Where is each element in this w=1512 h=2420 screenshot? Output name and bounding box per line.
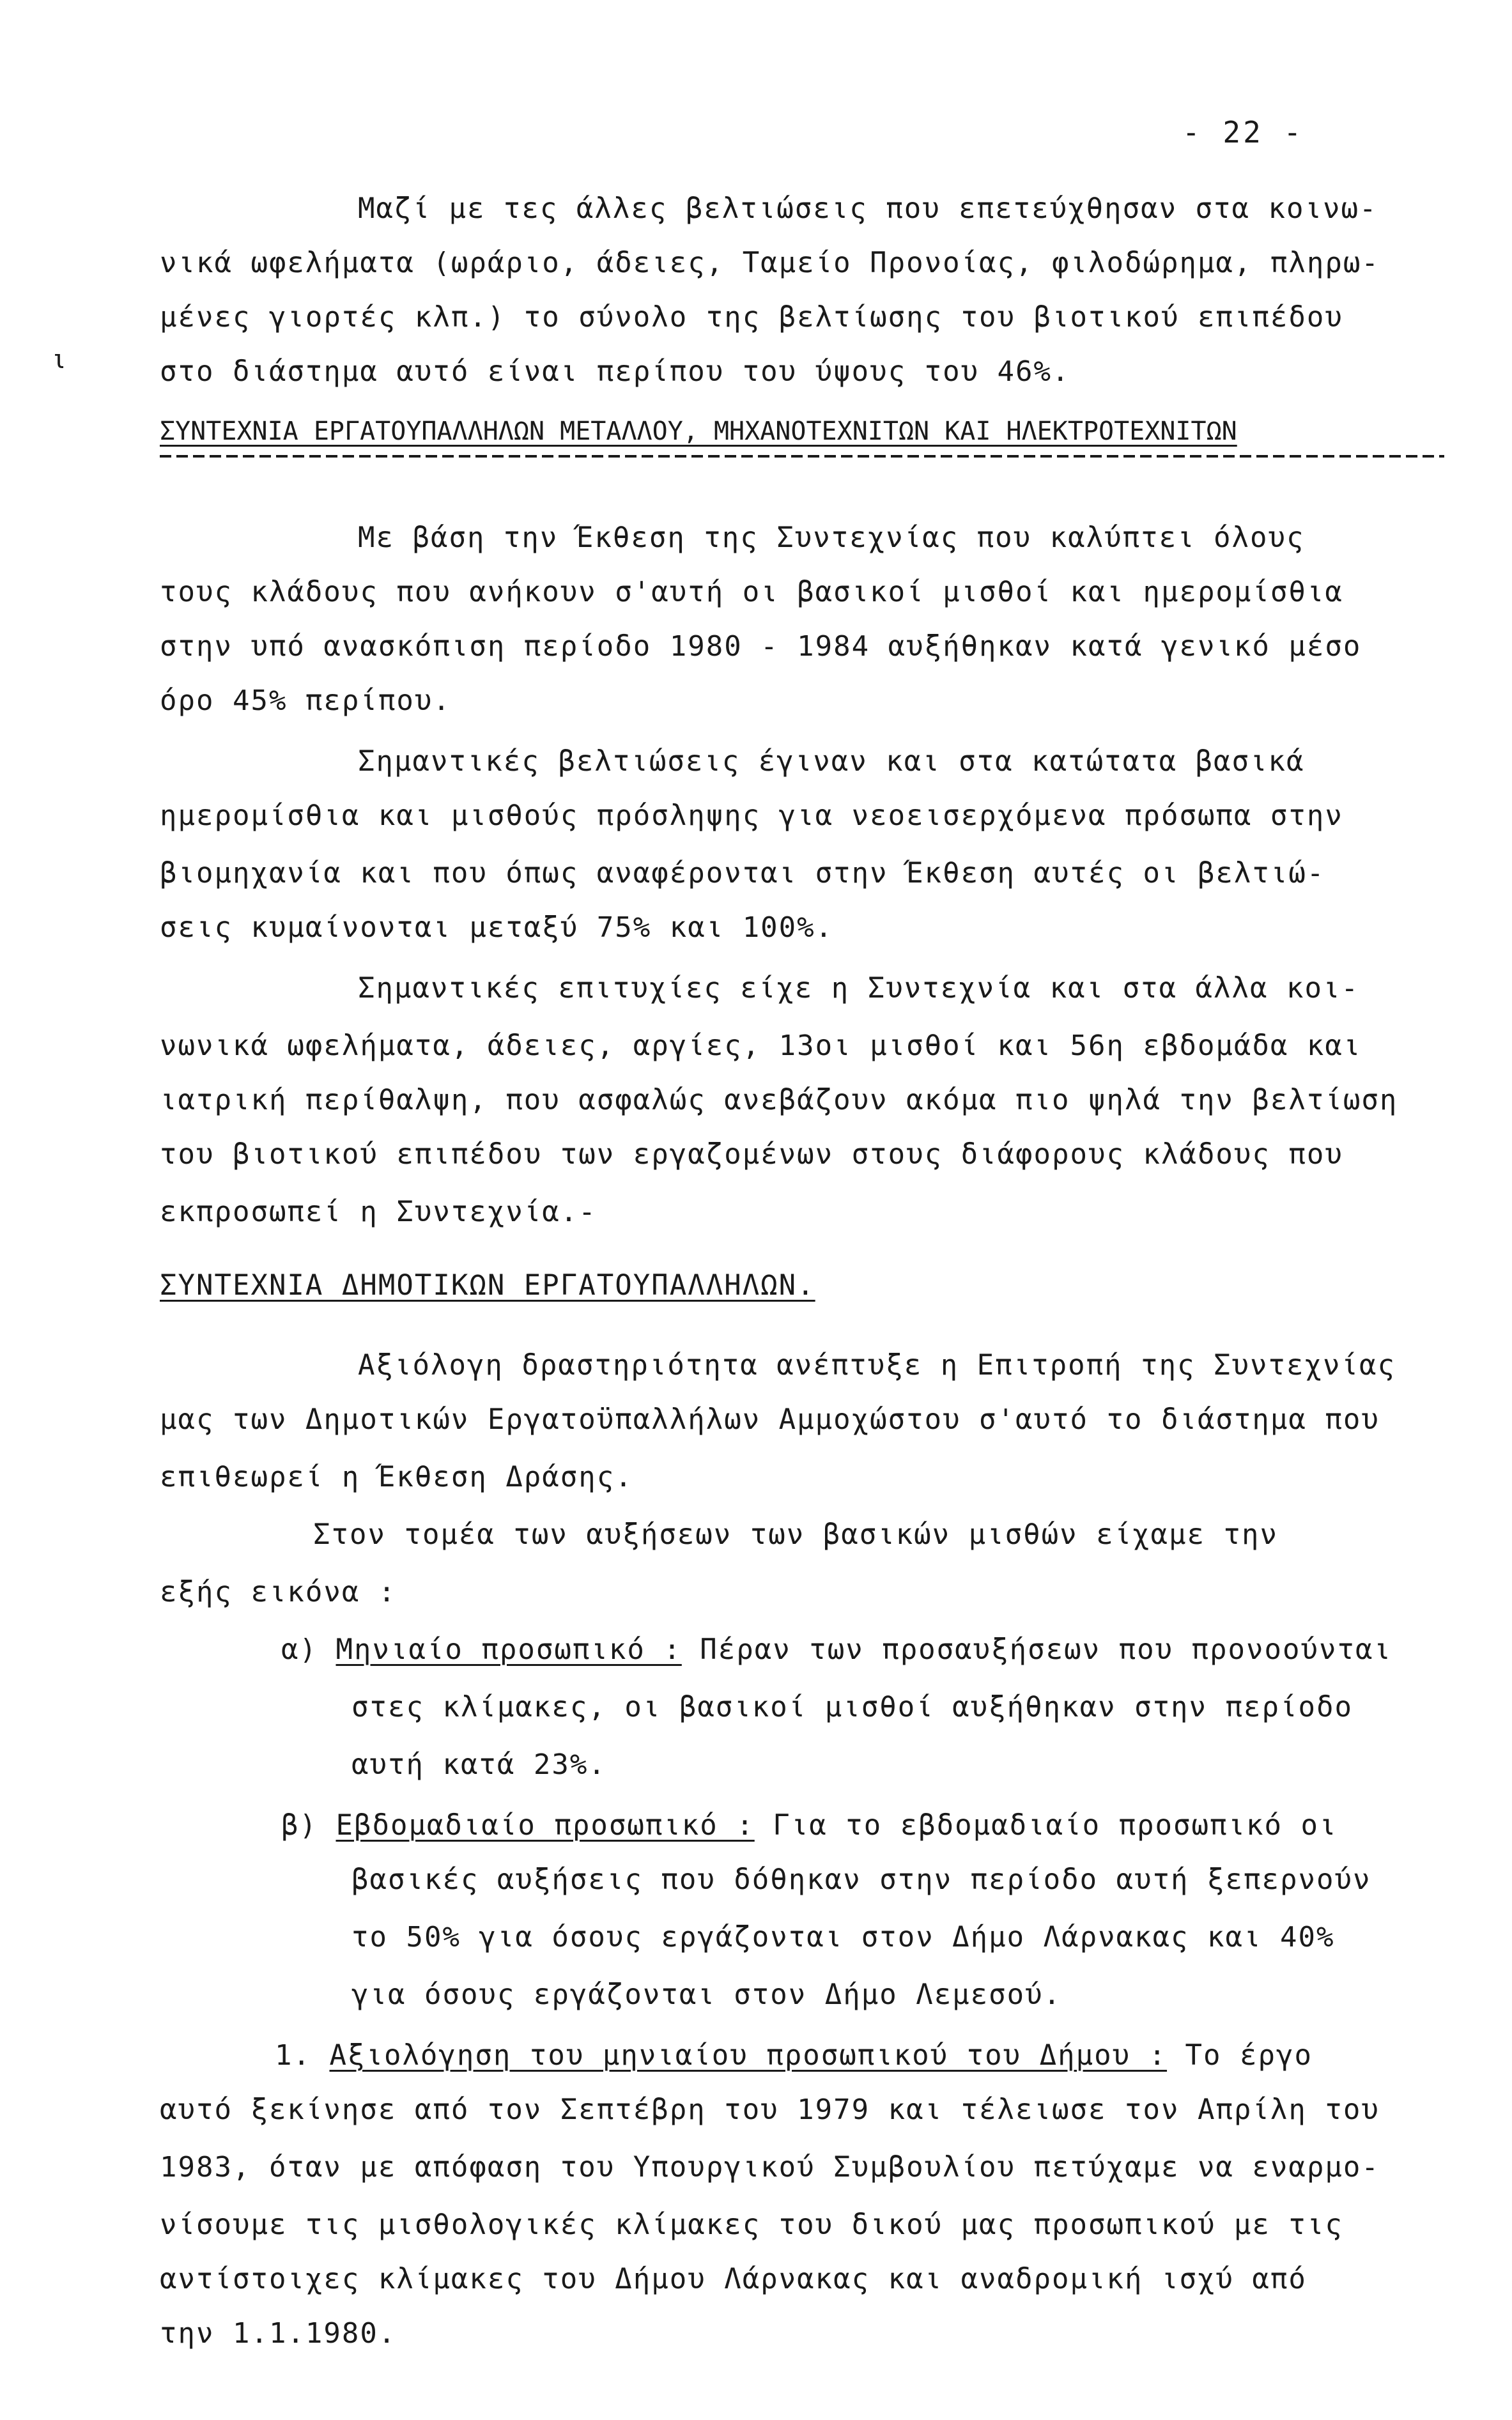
section-heading: ΣΥΝΤΕΧΝΙΑ ΔΗΜΟΤΙΚΩΝ ΕΡΓΑΤΟΥΠΑΛΛΗΛΩΝ. bbox=[160, 1269, 815, 1302]
text-line: Αξιόλογη δραστηριότητα ανέπτυξε η Επιτροπή της Συντεχνίας bbox=[358, 1349, 1396, 1382]
text-line: βιομηχανία και που όπως αναφέρονται στην Έκθεση αυτές οι βελτιώ- bbox=[160, 857, 1325, 890]
text-line: νίσουμε τις μισθολογικές κλίμακες του δικού μας προσωπικού με τις bbox=[160, 2208, 1343, 2241]
list-text: Για το εβδομαδιαίο προσωπικό οι bbox=[754, 1809, 1338, 1842]
list-item-a bbox=[281, 1633, 1512, 1666]
list-item-1 bbox=[275, 2039, 1512, 2072]
text-line: Στον τομέα των αυξήσεων των βασικών μισθών είχαμε την bbox=[313, 1518, 1278, 1551]
text-line: το 50% για όσους εργάζονται στον Δήμο Λάρνακας και 40% bbox=[351, 1921, 1335, 1954]
list-label: Μηνιαίο προσωπικό : bbox=[336, 1633, 682, 1666]
text-line: αντίστοιχες κλίμακες του Δήμου Λάρνακας και αναδρομική ισχύ από bbox=[160, 2263, 1307, 2295]
text-line: αυτό ξεκίνησε από τον Σεπτέβρη του 1979 και τέλειωσε τον Απρίλη του bbox=[160, 2093, 1380, 2126]
list-marker: β) bbox=[281, 1809, 318, 1842]
list-label: Εβδομαδιαίο προσωπικό : bbox=[336, 1809, 755, 1842]
text-line: μένες γιορτές κλπ.) το σύνολο της βελτίωσης του βιοτικού επιπέδου bbox=[160, 301, 1343, 334]
list-marker: 1. bbox=[275, 2039, 311, 2072]
text-line: σεις κυμαίνονται μεταξύ 75% και 100%. bbox=[160, 911, 834, 944]
text-line: νωνικά ωφελήματα, άδειες, αργίες, 13οι μισθοί και 56η εβδομάδα και bbox=[160, 1029, 1362, 1062]
text-line: μας των Δημοτικών Εργατοϋπαλλήλων Αμμοχώστου σ'αυτό το διάστημα που bbox=[160, 1403, 1380, 1436]
text-line: τους κλάδους που ανήκουν σ'αυτή οι βασικοί μισθοί και ημερομίσθια bbox=[160, 576, 1343, 608]
text-line: βασικές αυξήσεις που δόθηκαν στην περίοδο αυτή ξεπερνούν bbox=[351, 1863, 1371, 1896]
text-line: του βιοτικού επιπέδου των εργαζομένων στους διάφορους κλάδους που bbox=[160, 1138, 1343, 1171]
list-text: Πέραν των προσαυξήσεων που προνοούνται bbox=[681, 1633, 1392, 1666]
text-line: 1983, όταν με απόφαση του Υπουργικού Συμβουλίου πετύχαμε να εναρμο- bbox=[160, 2151, 1380, 2184]
text-line: Με βάση την Έκθεση της Συντεχνίας που καλύπτει όλους bbox=[358, 521, 1305, 554]
text-line: εξής εικόνα : bbox=[160, 1576, 397, 1608]
heading-rule bbox=[160, 455, 1444, 458]
text-line: Σημαντικές βελτιώσεις έγιναν και στα κατώτατα βασικά bbox=[358, 745, 1305, 778]
text-line: αυτή κατά 23%. bbox=[351, 1748, 606, 1781]
section-heading: ΣΥΝΤΕΧΝΙΑ ΕΡΓΑΤΟΥΠΑΛΛΗΛΩΝ ΜΕΤΑΛΛΟΥ, ΜΗΧΑΝΟΤΕΧΝΙΤΩΝ ΚΑΙ ΗΛΕΚΤΡΟΤΕΧΝΙΤΩΝ bbox=[160, 417, 1237, 446]
text-line: ημερομίσθια και μισθούς πρόσληψης για νεοεισερχόμενα πρόσωπα στην bbox=[160, 799, 1343, 832]
text-line: Μαζί με τες άλλες βελτιώσεις που επετεύχθησαν στα κοινω- bbox=[358, 192, 1378, 225]
text-line: επιθεωρεί η Έκθεση Δράσης. bbox=[160, 1461, 633, 1493]
list-text: Το έργο bbox=[1167, 2039, 1313, 2072]
list-item-b bbox=[281, 1809, 1512, 1842]
text-line: στην υπό ανασκόπιση περίοδο 1980 - 1984 αυξήθηκαν κατά γενικό μέσο bbox=[160, 630, 1362, 663]
text-line: ιατρική περίθαλψη, που ασφαλώς ανεβάζουν ακόμα πιο ψηλά την βελτίωση bbox=[160, 1084, 1398, 1116]
text-line: για όσους εργάζονται στον Δήμο Λεμεσού. bbox=[351, 1978, 1062, 2011]
list-label: Αξιολόγηση του μηνιαίου προσωπικού του Δήμου : bbox=[329, 2039, 1168, 2072]
margin-mark: ι bbox=[51, 345, 67, 374]
text-line: εκπροσωπεί η Συντεχνία.- bbox=[160, 1196, 597, 1228]
text-line: στες κλίμακες, οι βασικοί μισθοί αυξήθηκαν στην περίοδο bbox=[351, 1691, 1353, 1723]
text-line: όρο 45% περίπου. bbox=[160, 684, 451, 717]
text-line: Σημαντικές επιτυχίες είχε η Συντεχνία και στα άλλα κοι- bbox=[358, 972, 1359, 1005]
text-line: νικά ωφελήματα (ωράριο, άδειες, Ταμείο Προνοίας, φιλοδώρημα, πληρω- bbox=[160, 247, 1380, 279]
text-line: στο διάστημα αυτό είναι περίπου του ύψους του 46%. bbox=[160, 355, 1070, 388]
text-line: την 1.1.1980. bbox=[160, 2317, 397, 2350]
list-marker: α) bbox=[281, 1633, 318, 1666]
page-number: - 22 - bbox=[1182, 115, 1304, 150]
